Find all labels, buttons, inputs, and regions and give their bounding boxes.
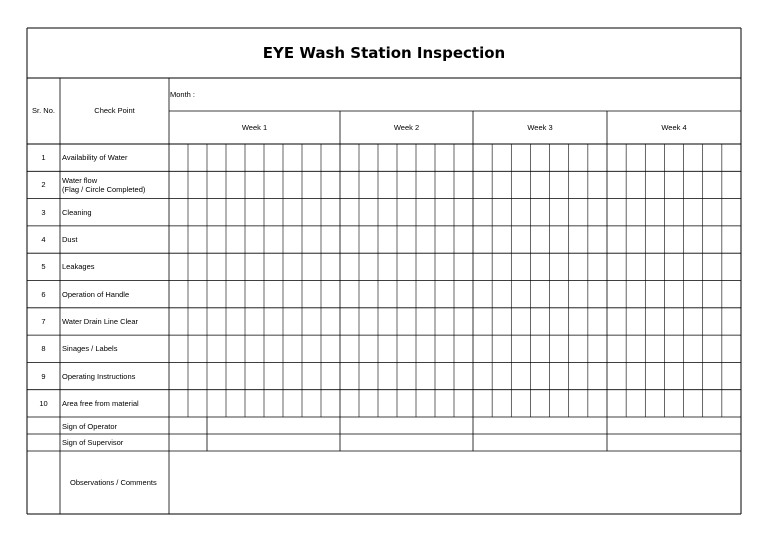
row-number: 2 — [41, 180, 46, 190]
row-number: 5 — [41, 262, 46, 272]
month-field-label: Month : — [170, 89, 196, 99]
week-1-header: Week 1 — [241, 122, 268, 132]
check-point-label — [62, 362, 135, 389]
row-number: 8 — [41, 344, 46, 354]
row-number: 9 — [41, 371, 46, 381]
row-number: 6 — [41, 289, 46, 299]
form-title: EYE Wash Station Inspection — [262, 44, 506, 62]
check-point-text: Water Drain Line Clear — [62, 316, 138, 326]
check-point-text: Area free from material — [62, 398, 139, 408]
check-point-text: Leakages — [62, 262, 95, 272]
check-point-label — [62, 171, 145, 198]
check-point-label — [62, 144, 127, 171]
check-point-text: Operation of Handle — [62, 289, 130, 299]
check-point-label — [62, 308, 138, 335]
row-number: 3 — [41, 207, 46, 217]
check-point-text: Availability of Water — [62, 153, 128, 163]
observations-label: Observations / Comments — [70, 478, 157, 487]
check-point-text: Sinages / Labels — [62, 344, 118, 354]
check-point-text: Cleaning — [62, 207, 92, 217]
week-4-header: Week 4 — [661, 122, 687, 132]
check-point-text: Dust — [62, 235, 78, 245]
check-point-text: Water flow — [62, 175, 98, 185]
check-point-label — [62, 390, 139, 417]
week-2-header: Week 2 — [393, 122, 420, 132]
check-point-text: Operating Instructions — [62, 371, 136, 381]
sr-no-header: Sr. No. — [32, 105, 55, 115]
week-3-header: Week 3 — [527, 122, 553, 132]
check-point-label — [62, 281, 129, 308]
check-point-header: Check Point — [94, 105, 135, 115]
check-point-label — [62, 199, 92, 226]
row-number: 4 — [41, 235, 46, 245]
row-number: 1 — [41, 153, 46, 163]
check-point-label — [62, 253, 95, 280]
sign-supervisor-label: Sign of Supervisor — [62, 438, 124, 447]
check-point-subtext: (Flag / Circle Completed) — [62, 184, 146, 194]
check-point-label — [62, 335, 117, 362]
check-point-label — [62, 226, 77, 253]
row-number: 7 — [41, 316, 46, 326]
sign-operator-label: Sign of Operator — [62, 421, 118, 431]
row-number: 10 — [39, 398, 48, 408]
